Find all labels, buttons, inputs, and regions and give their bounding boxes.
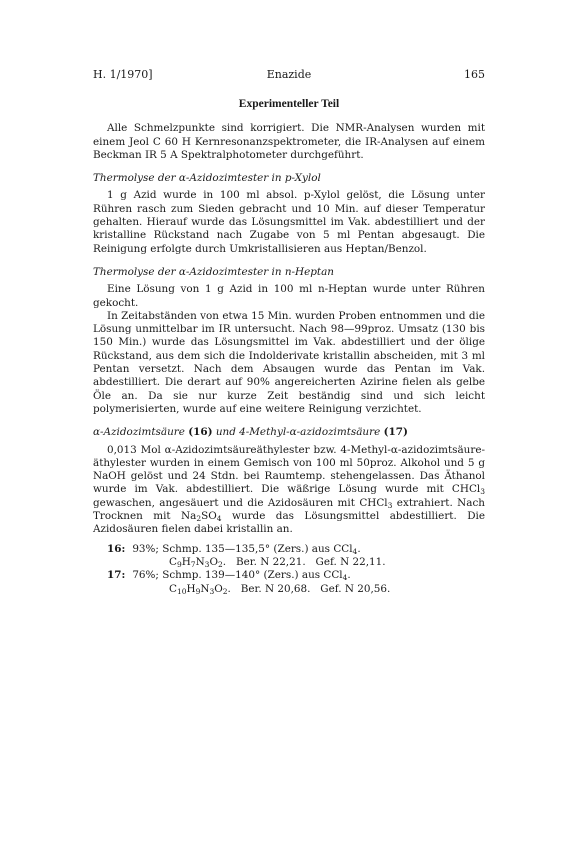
acids-sub-1: 3 xyxy=(480,487,485,497)
heading-acid-mid: und 4-Methyl-α-azidozimtsäure xyxy=(215,426,381,439)
mp-17: 76%; Schmp. 139—140° (Zers.) aus CCl xyxy=(132,569,343,582)
mp-16-sub: 4 xyxy=(352,546,358,556)
f17-h: H xyxy=(186,582,196,595)
acids-paragraph xyxy=(93,444,485,537)
running-header xyxy=(93,68,485,82)
acids-text-5: wurde das Lösungsmittel abdestilliert. Die Azidosäuren fielen dabei kristallin an. xyxy=(93,510,486,536)
formula-row-16 xyxy=(93,556,485,569)
f16-h: H xyxy=(181,555,191,568)
compound-data xyxy=(93,543,485,596)
f17-cs: 10 xyxy=(176,586,187,596)
f17-os: 2 xyxy=(222,586,228,596)
f17-hs: 9 xyxy=(195,586,201,596)
f16-n: N xyxy=(195,555,205,568)
section-title: Experimenteller Teil xyxy=(238,98,340,110)
f17-ns: 3 xyxy=(209,586,215,596)
data-label-16: 16: xyxy=(107,542,126,555)
data-text-17 xyxy=(129,569,485,582)
acids-text-2: gewaschen, angesäuert und die Azidosäuren mit CHCl xyxy=(93,496,388,509)
mp-17-sub: 4 xyxy=(342,573,348,583)
heading-acid-a: α-Azidozimtsäure xyxy=(93,426,185,439)
acids-sub-3: 2 xyxy=(196,514,202,524)
page-body xyxy=(93,98,485,596)
f16-cs: 9 xyxy=(176,559,182,569)
f17-o: O xyxy=(214,582,223,595)
compound-number-16: (16) xyxy=(188,426,213,439)
acids-text-1: 0,013 Mol α-Azidozimtsäureäthylester bzw. 4-Methyl-α-azidozimtsäure-äthylester wurden in einem Gemisch von 100 ml 50proz. Alkohol und 5 g NaOH gelöst und 24 Stdn. bei Raumtemp. stehengelassen. Das Äthanol wurde im Vak. abdestilliert. Die wäßrige Lösung wurde mit CHCl xyxy=(93,443,485,496)
formula-row-17 xyxy=(93,583,485,596)
subsection-heading-xylol: Thermolyse der α-Azidozimtester in p-Xylol xyxy=(93,172,321,185)
heptan-paragraph-1: Eine Lösung von 1 g Azid in 100 ml n-Heptan wurde unter Rühren gekocht. xyxy=(93,283,485,309)
intro-paragraph: Alle Schmelzpunkte sind korrigiert. Die NMR-Analysen wurden mit einem Jeol C 60 H Kernresonanzspektrometer, die IR-Analysen auf einem Beckman IR 5 A Spektralphotometer durchgeführt. xyxy=(93,122,485,161)
subsection-heading-heptan: Thermolyse der α-Azidozimtester in n-Heptan xyxy=(93,265,334,278)
f16-c: C xyxy=(169,555,177,568)
xylol-paragraph: 1 g Azid wurde in 100 ml absol. p-Xylol gelöst, die Lösung unter Rühren rasch zum Sieden gebracht und 10 Min. auf dieser Temperatur gehalten. Hierauf wurde das Lösungsmittel im Vak. abdestilliert und der kristalline Rückstand nach Zugabe von 5 ml Pentan abgesaugt. Die Reinigung erfolgte durch Umkristallisieren aus Heptan/Benzol. xyxy=(93,189,485,255)
heptan-paragraph-2: In Zeitabständen von etwa 15 Min. wurden Proben entnommen und die Lösung unmittelbar im IR untersucht. Nach 98—99proz. Umsatz (130 bis 150 Min.) wurde das Lösungsmittel im Vak. abdestilliert und der ölige Rückstand, aus dem sich die Indolderivate kristallin abscheiden, mit 3 ml Pentan versetzt. Nach dem Absaugen wurde das Pentan im Vak. abdestilliert. Die derart auf 90% angereicherten Azirine fielen als gelbe Öle an. Da sie nur kurze Zeit beständig sind und sich leicht polymerisierten, wurde auf eine weitere Reinigung verzichtet. xyxy=(93,309,485,415)
running-title: Enazide xyxy=(266,68,312,81)
mp-16-end: . xyxy=(357,542,361,555)
f16-ns: 3 xyxy=(204,559,210,569)
f17-n: N xyxy=(200,582,210,595)
analysis-17: . Ber. N 20,68. Gef. N 20,56. xyxy=(227,582,391,595)
acids-sub-2: 3 xyxy=(387,500,393,510)
mp-17-end: . xyxy=(347,569,351,582)
journal-reference: H. 1/1970] xyxy=(93,68,153,81)
f16-os: 2 xyxy=(217,559,223,569)
f17-c: C xyxy=(169,582,177,595)
f16-o: O xyxy=(209,555,218,568)
acids-text-4: SO xyxy=(201,510,217,523)
f16-hs: 7 xyxy=(190,559,196,569)
mp-16: 93%; Schmp. 135—135,5° (Zers.) aus CCl xyxy=(132,542,353,555)
compound-number-17: (17) xyxy=(383,426,408,439)
acids-sub-4: 4 xyxy=(216,514,222,524)
page-number: 165 xyxy=(464,68,485,81)
data-row-16 xyxy=(93,543,485,556)
data-row-17 xyxy=(93,569,485,582)
data-text-16 xyxy=(129,543,485,556)
data-label-17: 17: xyxy=(107,569,126,582)
analysis-16: . Ber. N 22,21. Gef. N 22,11. xyxy=(222,555,386,568)
acids-text-3: extrahiert. Nach Trocknen mit Na xyxy=(93,496,485,523)
subsection-heading-acids xyxy=(93,426,485,439)
